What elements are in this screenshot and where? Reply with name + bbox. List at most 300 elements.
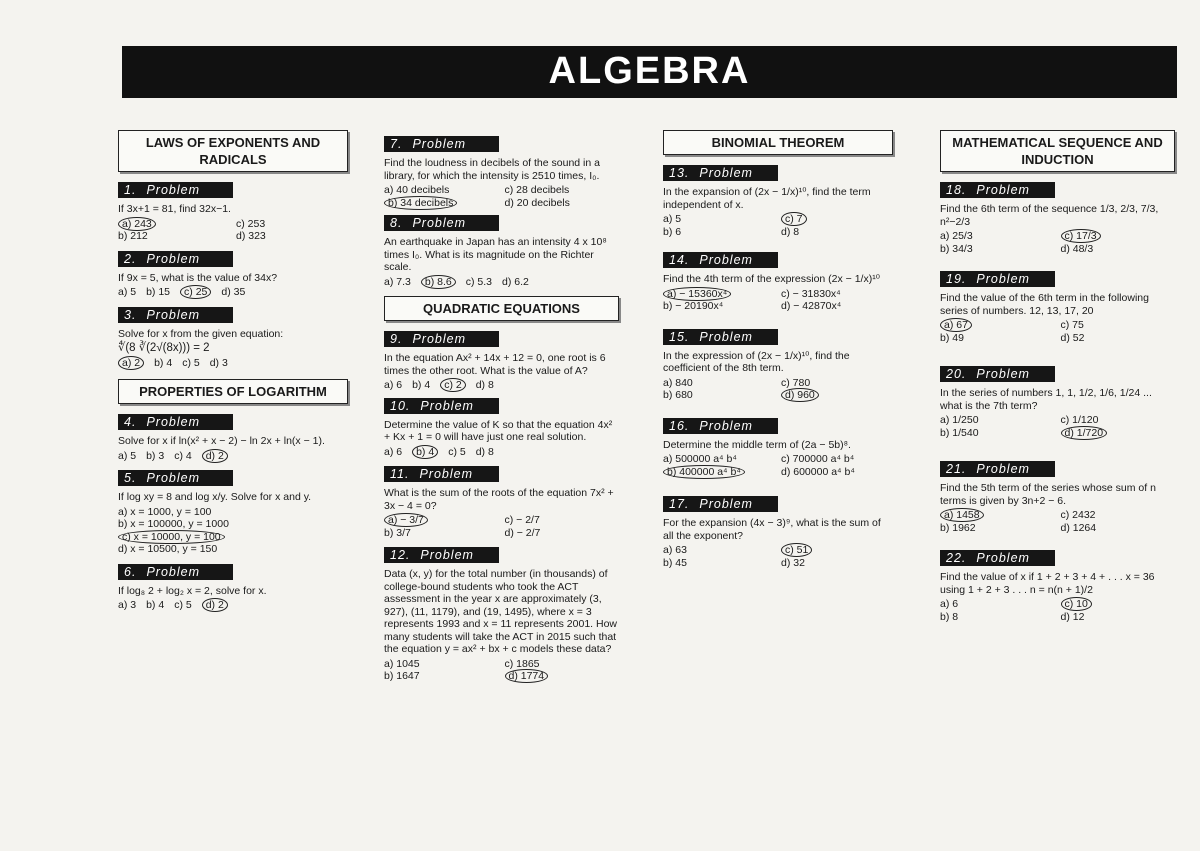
- problem-block: [940, 550, 1175, 623]
- answer-option[interactable]: [663, 300, 775, 313]
- problem-block: [384, 398, 619, 459]
- problem-label: [384, 466, 499, 482]
- problem-number: 13.: [669, 166, 690, 180]
- answer-option[interactable]: [236, 230, 348, 243]
- answer-option[interactable]: [476, 446, 494, 459]
- problem-number: 19.: [946, 272, 967, 286]
- column-3: [663, 130, 893, 587]
- column-2: [384, 130, 619, 689]
- answer-option-text: a) 840: [663, 376, 693, 389]
- problem-number: 4.: [124, 415, 137, 429]
- problem-number: 6.: [124, 564, 137, 579]
- answer-option[interactable]: [384, 197, 499, 210]
- answer-option-text: c) 28 decibels: [504, 184, 570, 196]
- problem-label: [118, 251, 233, 267]
- answer-option[interactable]: [476, 379, 494, 392]
- answer-option[interactable]: [421, 276, 456, 289]
- problem-label: [118, 182, 233, 198]
- answer-option[interactable]: [154, 357, 172, 370]
- answer-option[interactable]: [1061, 319, 1176, 332]
- answer-option[interactable]: [940, 319, 1055, 332]
- problem-label-text: Problem: [976, 551, 1030, 565]
- answer-option-text: d) 2: [202, 449, 228, 463]
- answer-option-text: b) 212: [118, 230, 148, 242]
- answer-option[interactable]: [118, 286, 136, 299]
- answer-option-text: b) 6: [663, 225, 682, 238]
- answer-option-text: b) 680: [663, 389, 693, 401]
- answer-option-text: c) 2432: [1060, 509, 1096, 521]
- problem-label: [663, 418, 778, 434]
- answer-option[interactable]: [174, 450, 192, 463]
- problem-question: If log xy = 8 and log x/y. Solve for x and y.: [118, 491, 312, 503]
- answer-option[interactable]: [384, 514, 499, 527]
- answer-option-text: c) 1865: [504, 657, 540, 670]
- answer-option[interactable]: [1061, 522, 1176, 535]
- answer-option-text: d) 52: [1060, 331, 1085, 344]
- problem-number: 11.: [390, 467, 410, 481]
- answer-option-text: d) 8: [781, 225, 800, 238]
- answer-option-text: a) 25/3: [940, 230, 973, 242]
- answer-option[interactable]: [940, 522, 1055, 535]
- problem-label-text: Problem: [699, 166, 753, 180]
- answer-option-text: d) − 2/7: [504, 526, 541, 539]
- answer-option[interactable]: [1061, 598, 1176, 611]
- answer-option[interactable]: [505, 670, 620, 683]
- problem-block: [384, 466, 619, 539]
- answer-option-text: a) 7.3: [384, 275, 411, 288]
- answer-option[interactable]: [1061, 243, 1176, 256]
- problem-number: 18.: [946, 183, 967, 197]
- answer-option-text: b) 4: [412, 445, 438, 459]
- answer-option[interactable]: [118, 357, 144, 370]
- problem-label: [118, 564, 233, 580]
- problem-label: [384, 331, 499, 347]
- answer-option-text: a) − 15360x⁴: [663, 287, 731, 301]
- answer-option-text: c) x = 10000, y = 100: [118, 530, 225, 544]
- problem-label-text: Problem: [699, 418, 753, 433]
- answer-option-text: c) 10: [1061, 597, 1092, 611]
- column-1: [118, 130, 348, 620]
- answer-options: [384, 514, 619, 539]
- problem-label-text: Problem: [412, 216, 466, 230]
- problem-question: An earthquake in Japan has an intensity 4 x 10⁸ times I₀. What is its magnitude on the Richter scale.: [384, 236, 607, 273]
- answer-option-text: d) 20 decibels: [504, 196, 570, 209]
- problem-question: Determine the value of K so that the equation 4x² + Kx + 1 = 0 will have just one real solution.: [384, 418, 613, 443]
- answer-option-text: a) 243: [118, 217, 156, 231]
- answer-option-text: c) − 31830x⁴: [781, 287, 841, 300]
- problem-block: [663, 252, 893, 313]
- answer-option-text: b) 1647: [384, 670, 420, 682]
- problem-label: [940, 550, 1055, 566]
- problem-block: [940, 271, 1175, 344]
- answer-option-text: d) 3: [209, 356, 228, 369]
- problem-question: In the series of numbers 1, 1, 1/2, 1/6, 1/24 ... what is the 7th term?: [940, 387, 1152, 412]
- problem-question: Find the 4th term of the expression (2x − 1/x)¹⁰: [663, 273, 880, 285]
- answer-option-text: d) 2: [202, 598, 228, 612]
- answer-option-text: d) 600000 a⁴ b⁴: [781, 465, 855, 478]
- answer-option-text: a) 500000 a⁴ b⁴: [663, 453, 737, 465]
- answer-option-text: a) 6: [384, 445, 403, 458]
- answer-option-text: d) 1774: [505, 669, 549, 683]
- answer-option-text: b) 34 decibels: [384, 196, 457, 210]
- answer-option-text: b) 34/3: [940, 242, 973, 255]
- answer-options: [663, 377, 893, 402]
- answer-option[interactable]: [174, 599, 192, 612]
- problem-question: In the equation Ax² + 14x + 12 = 0, one root is 6 times the other root. What is the value of A?: [384, 352, 606, 377]
- section-heading: BINOMIAL THEOREM: [663, 130, 893, 155]
- answer-option[interactable]: [505, 527, 620, 540]
- answer-option[interactable]: [940, 427, 1055, 440]
- answer-options: [384, 446, 619, 459]
- answer-option[interactable]: [1061, 509, 1176, 522]
- problem-block: [940, 182, 1175, 255]
- problem-label: [940, 461, 1055, 477]
- answer-option[interactable]: [384, 276, 411, 289]
- answer-option-text: d) 32: [781, 556, 805, 569]
- problem-block: [384, 331, 619, 392]
- problem-number: 10.: [390, 398, 411, 413]
- problem-label-text: Problem: [419, 467, 473, 481]
- problem-label-text: Problem: [420, 548, 474, 562]
- answer-option-text: b) 400000 a⁴ b⁴: [663, 465, 745, 479]
- problem-equation: ∜(8 ∛(2√(8x))) = 2: [118, 342, 210, 354]
- answer-option[interactable]: [1061, 332, 1176, 345]
- answer-options: [940, 598, 1175, 623]
- problem-block: [118, 251, 348, 299]
- answer-option-text: c) 5: [448, 445, 466, 458]
- section-heading: MATHEMATICAL SEQUENCE AND INDUCTION: [940, 130, 1175, 172]
- answer-option[interactable]: [663, 453, 775, 466]
- answer-option[interactable]: [146, 286, 170, 299]
- answer-option[interactable]: [663, 557, 775, 570]
- problem-block: [384, 136, 619, 209]
- answer-option-text: a) 40 decibels: [384, 184, 450, 196]
- answer-option[interactable]: [412, 446, 438, 459]
- answer-option[interactable]: [781, 213, 893, 226]
- problem-label-text: Problem: [146, 251, 200, 266]
- problem-block: [118, 307, 348, 370]
- answer-option-text: d) 6.2: [501, 275, 529, 288]
- answer-option[interactable]: [781, 288, 893, 301]
- problem-label: [940, 182, 1055, 198]
- problem-question: Find the loudness in decibels of the sound in a library, for which the intensity is 2510 times, I₀.: [384, 157, 600, 182]
- answer-option-text: b) 45: [663, 556, 687, 569]
- answer-option-text: c) 253: [236, 217, 266, 230]
- problem-label-text: Problem: [976, 183, 1030, 197]
- answer-option[interactable]: [118, 531, 348, 544]
- answer-option[interactable]: [221, 286, 245, 299]
- answer-option[interactable]: [118, 218, 230, 231]
- answer-option-text: c) 17/3: [1061, 229, 1101, 243]
- problem-question: For the expansion (4x − 3)⁹, what is the sum of all the exponent?: [663, 517, 881, 542]
- answer-option-text: b) − 20190x⁴: [663, 300, 724, 312]
- answer-option[interactable]: [440, 379, 466, 392]
- answer-option-text: b) 8.6: [421, 275, 456, 289]
- answer-option[interactable]: [663, 226, 775, 239]
- problem-label-text: Problem: [146, 471, 200, 485]
- answer-option-text: b) 1/540: [940, 426, 979, 439]
- answer-option-text: d) 8: [475, 445, 494, 458]
- page-title: ALGEBRA: [548, 50, 751, 92]
- answer-option[interactable]: [384, 658, 499, 671]
- answer-option-text: a) x = 1000, y = 100: [118, 505, 212, 518]
- answer-option-text: d) − 42870x⁴: [781, 300, 842, 312]
- answer-option[interactable]: [202, 450, 228, 463]
- answer-option-text: a) 2: [118, 356, 144, 370]
- answer-option[interactable]: [118, 599, 136, 612]
- answer-option-text: d) 12: [1060, 610, 1085, 623]
- answer-option-text: b) 1962: [940, 521, 976, 534]
- answer-option[interactable]: [781, 300, 893, 313]
- answer-option[interactable]: [940, 611, 1055, 624]
- answer-option-text: b) 15: [146, 286, 171, 298]
- answer-option[interactable]: [1061, 230, 1176, 243]
- answer-option[interactable]: [940, 230, 1055, 243]
- answer-option[interactable]: [940, 414, 1055, 427]
- problem-label: [663, 496, 778, 512]
- answer-option-text: a) 5: [118, 449, 137, 462]
- answer-options: [118, 450, 348, 463]
- answer-option-text: c) 25: [180, 285, 211, 299]
- answer-options: [118, 286, 348, 299]
- problem-label-text: Problem: [420, 398, 474, 413]
- answer-option-text: d) 48/3: [1060, 242, 1094, 255]
- problem-block: [118, 182, 348, 243]
- problem-block: [663, 496, 893, 569]
- problem-label-text: Problem: [699, 253, 753, 267]
- answer-option[interactable]: [502, 276, 529, 289]
- answer-option-text: d) x = 10500, y = 150: [118, 543, 218, 555]
- answer-option[interactable]: [146, 450, 164, 463]
- answer-option[interactable]: [210, 357, 228, 370]
- answer-option[interactable]: [781, 544, 893, 557]
- problem-block: [384, 215, 619, 288]
- answer-options: [940, 319, 1175, 344]
- answer-option-text: c) 700000 a⁴ b⁴: [781, 453, 855, 465]
- answer-option-text: b) 49: [940, 331, 964, 344]
- problem-label: [663, 252, 778, 268]
- answer-option-text: c) 780: [781, 376, 811, 389]
- answer-option[interactable]: [448, 446, 466, 459]
- problem-question: Find the 5th term of the series whose sum of n terms is given by 3n+2 − 6.: [940, 482, 1156, 507]
- answer-option[interactable]: [940, 332, 1055, 345]
- answer-option[interactable]: [180, 286, 211, 299]
- answer-option-text: d) 35: [221, 286, 246, 298]
- answer-option-text: b) 3/7: [384, 526, 411, 539]
- problem-label-text: Problem: [976, 272, 1030, 286]
- problem-label-text: Problem: [146, 564, 200, 579]
- answer-option[interactable]: [118, 230, 230, 243]
- answer-option-text: c) 2: [440, 378, 466, 392]
- problem-label: [118, 470, 233, 486]
- problem-label: [384, 547, 499, 563]
- answer-option-text: b) 3: [146, 449, 165, 462]
- problem-label-text: Problem: [412, 332, 466, 346]
- problem-block: [940, 461, 1175, 534]
- answer-option[interactable]: [1061, 414, 1176, 427]
- problem-label: [384, 136, 499, 152]
- answer-option-text: c) 5.3: [465, 275, 492, 288]
- answer-option[interactable]: [202, 599, 228, 612]
- problem-label: [118, 307, 233, 323]
- answer-option-text: a) 1045: [384, 657, 420, 670]
- problem-number: 12.: [390, 548, 411, 562]
- answer-options: [940, 509, 1175, 534]
- answer-option-text: c) 7: [781, 212, 807, 226]
- answer-option-text: c) 1/120: [1060, 414, 1099, 426]
- answer-option-text: a) 63: [663, 544, 687, 556]
- answer-option-text: c) 75: [1060, 319, 1084, 331]
- answer-option[interactable]: [663, 466, 775, 479]
- answer-option[interactable]: [781, 557, 893, 570]
- answer-option[interactable]: [505, 184, 620, 197]
- answer-option[interactable]: [505, 197, 620, 210]
- problem-number: 21.: [946, 462, 967, 476]
- problem-label: [663, 329, 778, 345]
- answer-option[interactable]: [118, 518, 348, 531]
- problem-number: 16.: [669, 418, 690, 433]
- problem-label-text: Problem: [699, 497, 753, 511]
- answer-option-text: d) 1/720: [1061, 426, 1108, 440]
- answer-option-text: a) 6: [940, 598, 959, 610]
- answer-option[interactable]: [663, 213, 775, 226]
- answer-option[interactable]: [663, 544, 775, 557]
- answer-option-text: a) − 3/7: [384, 513, 428, 527]
- answer-option[interactable]: [781, 466, 893, 479]
- problem-question: What is the sum of the roots of the equation 7x² + 3x − 4 = 0?: [384, 487, 614, 512]
- problem-label-text: Problem: [412, 137, 466, 151]
- answer-options: [118, 599, 348, 612]
- problem-number: 5.: [124, 471, 137, 485]
- answer-option[interactable]: [118, 450, 136, 463]
- answer-option[interactable]: [384, 446, 402, 459]
- problem-label: [384, 398, 499, 414]
- problem-number: 15.: [669, 329, 690, 344]
- problem-label-text: Problem: [976, 367, 1030, 381]
- answer-option[interactable]: [412, 379, 430, 392]
- problem-number: 8.: [390, 216, 403, 230]
- problem-block: [384, 547, 619, 683]
- answer-option[interactable]: [663, 288, 775, 301]
- answer-option[interactable]: [663, 377, 775, 390]
- answer-option[interactable]: [781, 226, 893, 239]
- problem-number: 14.: [669, 253, 690, 267]
- answer-option[interactable]: [236, 218, 348, 231]
- problem-question: Find the value of x if 1 + 2 + 3 + 4 + . . . x = 36 using 1 + 2 + 3 . . . n = n(n + 1)/2: [940, 571, 1155, 596]
- answer-option-text: d) 960: [781, 388, 819, 402]
- answer-options: [663, 544, 893, 569]
- problem-question: Determine the middle term of (2a − 5b)⁸.: [663, 438, 851, 451]
- problem-number: 7.: [390, 137, 403, 151]
- problem-block: [118, 414, 348, 462]
- problem-block: [663, 418, 893, 479]
- answer-option[interactable]: [1061, 427, 1176, 440]
- problem-question: Solve for x if ln(x² + x − 2) − ln 2x + ln(x − 1).: [118, 435, 325, 447]
- answer-option[interactable]: [663, 389, 775, 402]
- problem-label-text: Problem: [976, 462, 1030, 476]
- answer-option[interactable]: [384, 527, 499, 540]
- answer-option[interactable]: [118, 506, 348, 519]
- answer-option[interactable]: [384, 379, 402, 392]
- answer-option-text: c) − 2/7: [504, 514, 540, 526]
- answer-option[interactable]: [1061, 611, 1176, 624]
- answer-option-text: a) 5: [663, 213, 682, 225]
- column-4: [940, 130, 1175, 641]
- answer-option-text: b) 4: [146, 599, 165, 611]
- problem-number: 3.: [124, 307, 137, 322]
- answer-options: [118, 357, 348, 370]
- answer-option[interactable]: [940, 598, 1055, 611]
- problem-block: [940, 366, 1175, 439]
- problem-block: [118, 564, 348, 612]
- answer-option-text: b) 4: [412, 379, 431, 391]
- answer-option[interactable]: [505, 514, 620, 527]
- section-heading: PROPERTIES OF LOGARITHM: [118, 379, 348, 404]
- problem-question: In the expansion of (2x − 1/x)¹⁰, find the term independent of x.: [663, 186, 871, 211]
- answer-option-text: a) 1458: [940, 508, 984, 522]
- answer-option[interactable]: [940, 243, 1055, 256]
- answer-option-text: a) 6: [384, 379, 403, 391]
- problem-label-text: Problem: [699, 329, 753, 344]
- problem-label: [940, 366, 1055, 382]
- answer-options: [384, 379, 619, 392]
- answer-options: [663, 453, 893, 478]
- section-heading: QUADRATIC EQUATIONS: [384, 296, 619, 321]
- answer-option[interactable]: [940, 509, 1055, 522]
- answer-option[interactable]: [781, 389, 893, 402]
- answer-option[interactable]: [146, 599, 164, 612]
- answer-option-text: c) 4: [174, 449, 192, 462]
- problem-label: [118, 414, 233, 430]
- answer-option-text: d) 8: [475, 379, 494, 391]
- answer-option-text: a) 67: [940, 318, 972, 332]
- problem-question: Find the 6th term of the sequence 1/3, 2/3, 7/3, n²−2/3: [940, 203, 1159, 228]
- answer-option[interactable]: [384, 184, 499, 197]
- problem-question: If 3x+1 = 81, find 32x−1.: [118, 203, 231, 215]
- answer-option[interactable]: [466, 276, 492, 289]
- problem-question: Solve for x from the given equation:: [118, 327, 284, 340]
- answer-option-text: c) 5: [182, 356, 200, 369]
- problem-label-text: Problem: [146, 415, 200, 429]
- answer-options: [118, 506, 348, 556]
- answer-option[interactable]: [118, 543, 348, 556]
- problem-question: Data (x, y) for the total number (in thousands) of college-bound students who took the ACT assessment in the year x are approximately (3, 927), (11, 1179), and (19, 1495), where x = 3 represents 1993 and x = 11 represents 2001. How many students will take the ACT in 2015 such that the equation y = ax² + bx + c models these data?: [384, 568, 617, 655]
- answer-options: [118, 218, 348, 243]
- answer-options: [940, 230, 1175, 255]
- problem-label-text: Problem: [146, 307, 200, 322]
- answer-option[interactable]: [182, 357, 200, 370]
- problem-label: [663, 165, 778, 181]
- problem-number: 22.: [946, 551, 967, 565]
- answer-option-text: a) 3: [118, 599, 137, 611]
- problem-number: 9.: [390, 332, 403, 346]
- answer-option[interactable]: [384, 670, 499, 683]
- problem-number: 20.: [946, 367, 967, 381]
- problem-block: [118, 470, 348, 556]
- problem-question: If 9x = 5, what is the value of 34x?: [118, 271, 278, 284]
- answer-option-text: b) 4: [154, 356, 173, 369]
- answer-options: [384, 658, 619, 683]
- answer-option[interactable]: [781, 453, 893, 466]
- title-banner: [122, 46, 1177, 98]
- answer-options: [384, 184, 619, 209]
- answer-options: [663, 288, 893, 313]
- answer-option-text: b) 8: [940, 610, 959, 623]
- section-heading: LAWS OF EXPONENTS AND RADICALS: [118, 130, 348, 172]
- problem-number: 1.: [124, 183, 137, 197]
- answer-option-text: b) x = 100000, y = 1000: [118, 518, 229, 530]
- answer-option-text: a) 5: [118, 286, 137, 298]
